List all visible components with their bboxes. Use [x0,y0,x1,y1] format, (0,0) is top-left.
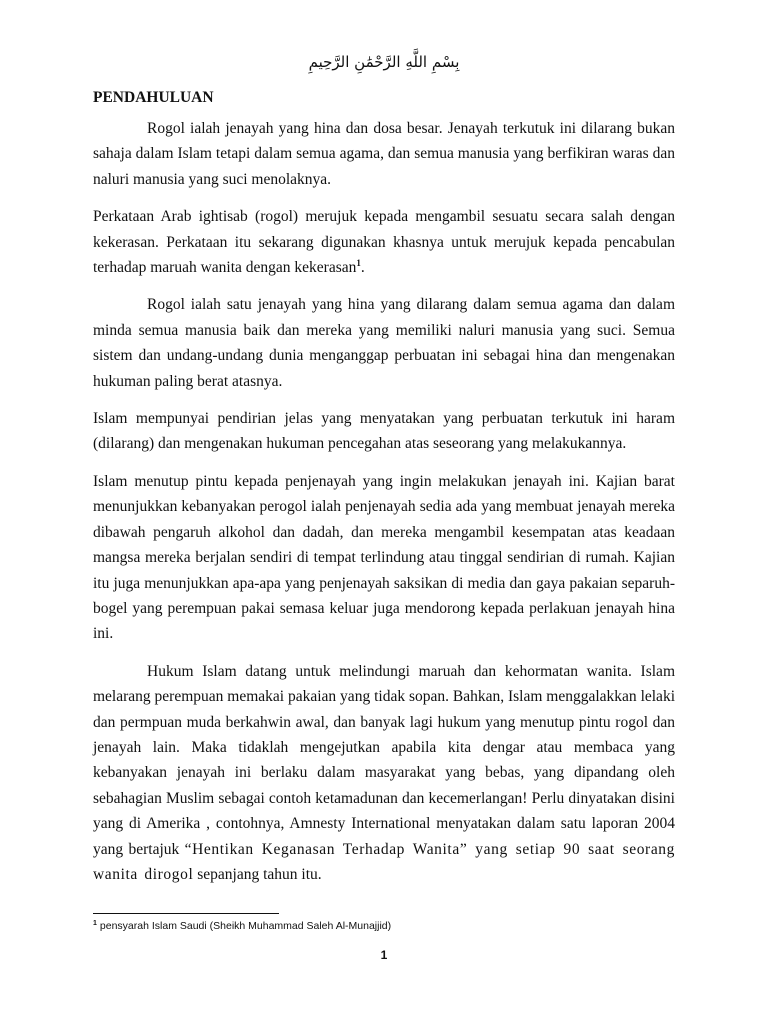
paragraph-2-text: Perkataan Arab ightisab (rogol) merujuk kepada mengambil sesuatu secara salah dengan kekerasan. Perkataan itu sekarang digunakan khasnya untuk merujuk kepada pencabulan terhadap maruah wanita dengan kekerasan [93,208,675,277]
document-body [93,116,675,887]
basmala-header: بِسْمِ اللَّهِ الرَّحْمَٰنِ الرَّحِيمِ [308,53,460,71]
paragraph-6 [93,659,675,888]
paragraph-5: Islam menutup pintu kepada penjenayah yang ingin melakukan jenayah ini. Kajian barat menunjukkan kebanyakan perogol ialah penjenayah sedia ada yang membuat jenayah mereka dibawah pengaruh alkohol dan dadah, dan mereka mengambil kesempatan atas keadaan mangsa mereka berjalan sendiri di tempat terlindung atau tinggal sendirian di rumah. Kajian itu juga menunjukkan apa-apa yang penjenayah saksikan di media dan gaya pakaian separuh-bogel yang perempuan pakai semasa keluar juga mendorong kepada perlakuan jenayah hina ini. [93,472,675,643]
paragraph-6-quote-line: “Hentikan Keganasan Terhadap Wanita” yang setiap 90 saat seorang wanita dirogol [93,840,675,883]
paragraph-2 [93,204,675,280]
paragraph-2-end: . [360,259,365,277]
page-number: 1 [380,948,388,962]
paragraph-1: Rogol ialah jenayah yang hina dan dosa besar. Jenayah terkutuk ini dilarang bukan sahaja dalam Islam tetapi dalam semua agama, dan semua manusia yang berfikiran waras dan naluri manusia yang suci menolaknya. [93,120,675,188]
section-heading: PENDAHULUAN [93,89,214,106]
footnote-separator [93,913,279,914]
footnote-text: pensyarah Islam Saudi (Sheikh Muhammad Saleh Al-Munajjid) [99,920,392,932]
paragraph-6-text: Hukum Islam datang untuk melindungi maruah dan kehormatan wanita. Islam melarang perempuan memakai pakaian yang tidak sopan. Bahkan, Islam menggalakkan lelaki dan permpuan muda berkahwin awal, dan banyak lagi hukum yang menutup pintu rogol dan jenayah lain. Maka tidaklah mengejutkan apabila kita dengar atau membaca yang kebanyakan jenayah ini berlaku dalam masyarakat yang bebas, yang dipandang oleh sebahagian Muslim sebagai contoh ketamadunan dan kecemerlangan! Perlu dinyatakan disini yang di Amerika , contohnya, Amnesty International menyatakan dalam satu laporan 2004 yang bertajuk [93,662,675,858]
paragraph-6-last-line: sepanjang tahun itu. [197,865,322,883]
paragraph-3: Rogol ialah satu jenayah yang hina yang dilarang dalam semua agama dan dalam minda semua manusia baik dan mereka yang memiliki naluri manusia yang suci. Semua sistem dan undang-undang dunia menganggap perbuatan ini sebagai hina dan mengenakan hukuman paling berat atasnya. [93,296,675,390]
footnote-marker: 1 [93,919,97,927]
paragraph-4: Islam mempunyai pendirian jelas yang menyatakan yang perbuatan terkutuk ini haram (dilarang) dan mengenakan hukuman pencegahan atas seseorang yang melakukannya. [93,410,675,453]
footnote [93,918,391,934]
footnote-reference[interactable]: 1 [356,257,361,268]
